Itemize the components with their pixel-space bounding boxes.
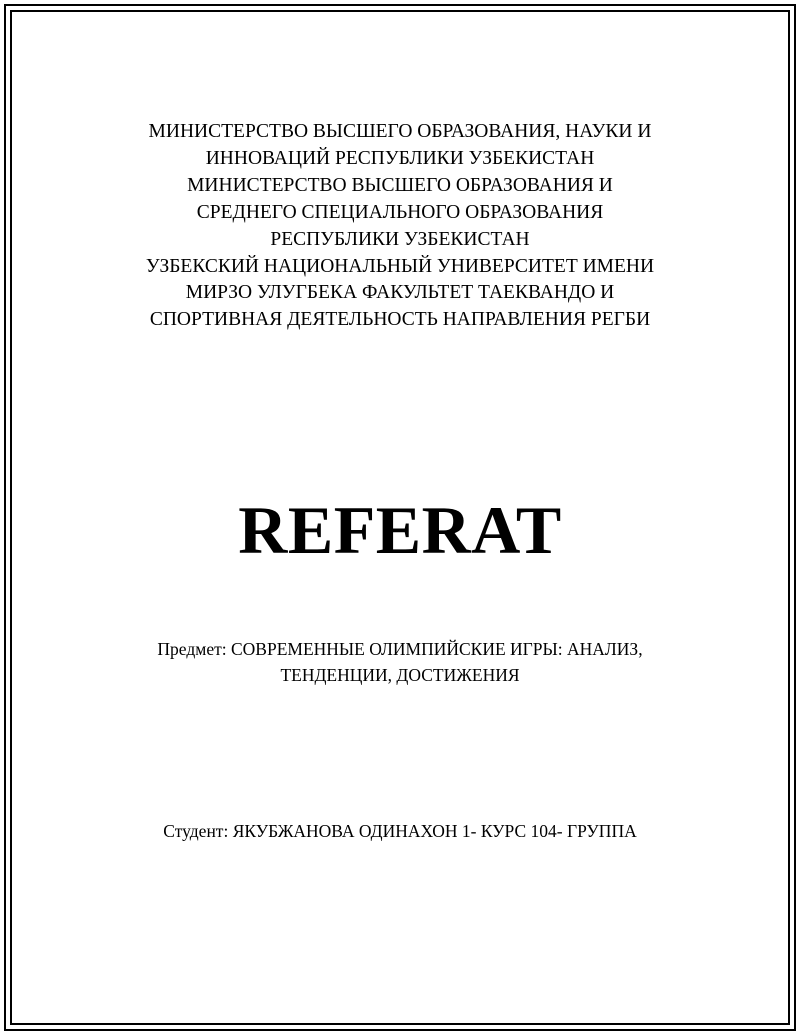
student-info: Студент: ЯКУБЖАНОВА ОДИНАХОН 1- КУРС 104- ГРУППА bbox=[163, 821, 637, 841]
header-line: ИННОВАЦИЙ РЕСПУБЛИКИ УЗБЕКИСТАН bbox=[205, 147, 595, 169]
header-line: СПОРТИВНАЯ ДЕЯТЕЛЬНОСТЬ НАПРАВЛЕНИЯ РЕГБИ bbox=[149, 309, 651, 331]
institution-header bbox=[0, 119, 800, 334]
header-line: МИНИСТЕРСТВО ВЫСШЕГО ОБРАЗОВАНИЯ, НАУКИ И bbox=[148, 121, 652, 142]
header-line: МИРЗО УЛУГБЕКА ФАКУЛЬТЕТ ТАЕКВАНДО И bbox=[185, 282, 615, 304]
subject-line: ТЕНДЕНЦИИ, ДОСТИЖЕНИЯ bbox=[280, 665, 520, 685]
header-line: РЕСПУБЛИКИ УЗБЕКИСТАН bbox=[270, 228, 530, 250]
header-line: СРЕДНЕГО СПЕЦИАЛЬНОГО ОБРАЗОВАНИЯ bbox=[196, 201, 604, 223]
header-line: МИНИСТЕРСТВО ВЫСШЕГО ОБРАЗОВАНИЯ И bbox=[187, 174, 613, 196]
document-title: REFERAT bbox=[238, 492, 562, 568]
subject-block bbox=[0, 636, 800, 688]
header-line: УЗБЕКСКИЙ НАЦИОНАЛЬНЫЙ УНИВЕРСИТЕТ ИМЕНИ bbox=[145, 255, 655, 277]
subject-line: Предмет: СОВРЕМЕННЫЕ ОЛИМПИЙСКИЕ ИГРЫ: АНАЛИЗ, bbox=[157, 639, 643, 659]
